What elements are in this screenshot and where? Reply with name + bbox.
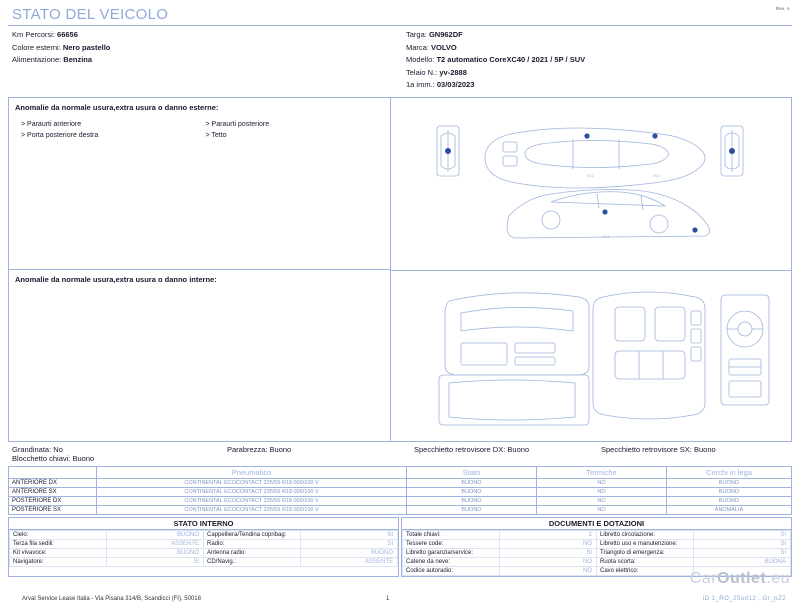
table-row: [10, 539, 398, 548]
info-row: [406, 79, 792, 92]
internal-anomalies-title: Anomalie da normale usura,extra usura o danno interne:: [15, 275, 217, 284]
field-label: Navigatore:: [10, 557, 107, 566]
list-item: > Paraurti anteriore: [21, 120, 82, 128]
info-row: [12, 42, 400, 55]
right-side-view: [721, 126, 743, 176]
table-row: [9, 487, 792, 496]
info-row: [406, 42, 792, 55]
watermark-part2: Outlet: [717, 570, 767, 587]
field-value: NO: [500, 557, 597, 566]
condition-specchietto-sx: [601, 445, 788, 454]
field-label: Libretto uso e manutenzione:: [597, 539, 694, 548]
tyre-position: POSTERIORE DX: [9, 496, 97, 505]
field-label: Totale chiavi:: [403, 530, 500, 539]
tyre-spec: CONTINENTAL ECOCONTACT 235/55 R18 000/100 V: [97, 496, 407, 505]
condition-parabrezza: [227, 445, 414, 454]
field-value: 2: [500, 530, 597, 539]
page-title: STATO DEL VEICOLO: [12, 6, 169, 23]
condition-blocchetto: [8, 454, 792, 466]
condition-specchietto-dx: [414, 445, 601, 454]
bottom-tables: [8, 517, 792, 577]
field-label: CD/Navig.:: [204, 557, 301, 566]
info-value: GN962DF: [428, 30, 463, 39]
trunk-view: [439, 375, 589, 425]
list-item: > Porta posteriore destra: [21, 131, 99, 139]
field-value: SI: [301, 539, 398, 548]
tyre-spec: CONTINENTAL ECOCONTACT 235/55 R18 000/100 V: [97, 478, 407, 487]
list-item: > Tetto: [205, 131, 227, 139]
info-row: [406, 29, 792, 42]
documents-table-title: DOCUMENTI E DOTAZIONI: [402, 518, 791, 530]
tyre-rim: ANOMALIA: [667, 505, 792, 514]
footer-doc-id: ID 1_RO_25ud12 , Gr_pZ2: [702, 596, 786, 602]
field-label: Radio:: [204, 539, 301, 548]
svg-text:002: 002: [587, 172, 594, 178]
anomalies-column: [9, 98, 391, 441]
field-label: Cappelliera/Tendina copribag:: [204, 530, 301, 539]
watermark-part3: .eu: [766, 570, 790, 587]
external-anomalies-title: Anomalie da normale usura,extra usura o danno esterne:: [15, 102, 219, 112]
tyre-position: ANTERIORE DX: [9, 478, 97, 487]
info-row: [406, 54, 792, 67]
info-value: Nero pastello: [62, 42, 111, 52]
condition-label: Specchietto retrovisore DX:: [414, 444, 506, 454]
table-row: [9, 496, 792, 505]
footer-company: Arval Service Lease Italia - Via Pisana 314/B, Scandicci (FI), 50018: [22, 596, 201, 602]
field-label: Tessere code:: [403, 539, 500, 548]
tyre-winter: NO: [537, 496, 667, 505]
side-profile-view: [507, 189, 710, 239]
tyres-header-blank: [9, 466, 97, 478]
field-label: Antenna radio:: [204, 548, 301, 557]
tyre-spec: CONTINENTAL ECOCONTACT 235/55 R18 000/100 V: [97, 487, 407, 496]
field-label: Cielo:: [10, 530, 107, 539]
field-value: ASSENTE: [301, 557, 398, 566]
left-side-view: [437, 126, 459, 176]
tyre-state: BUONO: [407, 505, 537, 514]
field-label: Catene da neve:: [403, 557, 500, 566]
condition-grandinata: [12, 445, 227, 454]
field-value: SI: [694, 548, 791, 557]
list-item: > Paraurti posteriore: [205, 120, 270, 128]
revision-label: Rev. A: [775, 6, 790, 11]
watermark-part1: Car: [689, 570, 718, 587]
tyre-winter: NO: [537, 505, 667, 514]
info-row: [406, 67, 792, 80]
seats-top-view: [593, 292, 705, 419]
field-value: SI: [694, 539, 791, 548]
tyre-rim: BUONO: [667, 487, 792, 496]
tyres-table: [8, 466, 792, 515]
tyre-position: POSTERIORE SX: [9, 505, 97, 514]
condition-value: Buono: [269, 444, 292, 454]
tyre-winter: NO: [537, 478, 667, 487]
field-label: Ruota scorta:: [597, 557, 694, 566]
info-label: Alimentazione:: [12, 55, 62, 64]
top-view: [485, 128, 705, 188]
info-value: 66656: [57, 30, 78, 39]
condition-value: Buono: [693, 444, 716, 454]
tyre-position: ANTERIORE SX: [9, 487, 97, 496]
svg-text:001: 001: [603, 233, 610, 239]
info-value: Benzina: [63, 55, 93, 64]
info-label: Telaio N.:: [406, 67, 438, 77]
condition-label: Grandinata:: [12, 444, 52, 454]
external-anomalies-col2: [200, 119, 385, 141]
info-label: Targa:: [406, 30, 427, 39]
table-row: [403, 530, 791, 539]
table-row: [403, 548, 791, 557]
field-label: Cavo elettrico:: [597, 566, 694, 575]
external-anomalies-list: [15, 119, 384, 141]
field-value: BUONA: [694, 557, 791, 566]
info-label: Modello:: [406, 55, 435, 64]
field-value: SI: [500, 548, 597, 557]
tyres-header-termiche: Termiche: [537, 466, 667, 478]
dashboard-view: [445, 292, 589, 374]
field-value: BUONO: [107, 530, 204, 539]
table-row: [10, 548, 398, 557]
interior-diagram: [391, 271, 791, 441]
condition-label: Blocchetto chiavi:: [12, 453, 71, 463]
field-label: Terza fila sedili:: [10, 539, 107, 548]
vehicle-info: [8, 29, 792, 92]
info-row: [12, 29, 400, 42]
interior-table-title: STATO INTERNO: [9, 518, 398, 530]
exterior-diagram: [391, 98, 791, 270]
field-label: Codice autoradio:: [403, 566, 500, 575]
info-label: 1a imm.:: [406, 80, 435, 89]
tyre-state: BUONO: [407, 487, 537, 496]
table-row: [403, 557, 791, 566]
tyre-spec: CONTINENTAL ECOCONTACT 235/55 R18 000/100 V: [97, 505, 407, 514]
internal-anomalies: [9, 269, 390, 441]
tyres-header-cerchi: Cerchi in lega: [667, 466, 792, 478]
field-value: NO: [500, 566, 597, 575]
field-label: Triangolo di emergenza:: [597, 548, 694, 557]
tyres-header-row: [9, 466, 792, 478]
condition-label: Specchietto retrovisore SX:: [601, 444, 692, 454]
tyre-state: BUONO: [407, 478, 537, 487]
title-divider: [8, 25, 792, 26]
diagram-divider: [391, 270, 791, 271]
table-row: [10, 557, 398, 566]
table-row: [9, 478, 792, 487]
tyres-header-stato: Stato: [407, 466, 537, 478]
vehicle-info-left: [8, 29, 400, 92]
info-label: Colore esterni:: [12, 42, 61, 52]
info-label: Km Percorsi:: [12, 30, 55, 39]
field-value: NO: [500, 539, 597, 548]
field-label: Libretto garanzia/service:: [403, 548, 500, 557]
steering-wheel-view: [721, 295, 769, 405]
tyre-winter: NO: [537, 487, 667, 496]
table-row: [9, 505, 792, 514]
condition-value: Buono: [507, 444, 530, 454]
tyre-rim: BUONO: [667, 478, 792, 487]
info-value: T2 automatico CoreXC40 / 2021 / 5P / SUV: [436, 55, 586, 64]
footer-page-number: 1: [386, 596, 390, 602]
field-value: SI: [694, 530, 791, 539]
condition-label: Parabrezza:: [227, 444, 268, 454]
tyre-state: BUONO: [407, 496, 537, 505]
conditions-row: [8, 442, 792, 454]
svg-text:003: 003: [653, 172, 660, 178]
condition-value: Buono: [72, 453, 95, 463]
tyres-header-pneumatico: Pneumatico: [97, 466, 407, 478]
field-label: Libretto circolazione:: [597, 530, 694, 539]
info-label: Marca:: [406, 42, 429, 52]
field-value: BUONO: [301, 548, 398, 557]
info-value: 03/03/2023: [436, 80, 475, 89]
field-value: SI: [301, 530, 398, 539]
external-anomalies-col1: [15, 119, 200, 141]
table-row: [403, 539, 791, 548]
field-label: Kit vivavoce:: [10, 548, 107, 557]
vehicle-diagrams: [391, 98, 791, 441]
field-value: ASSENTE: [107, 539, 204, 548]
watermark: [690, 570, 790, 588]
documents-table: [401, 517, 792, 577]
table-row: [10, 530, 398, 539]
tyre-rim: BUONO: [667, 496, 792, 505]
field-value: SI: [107, 557, 204, 566]
field-value: BUONO: [107, 548, 204, 557]
info-row: [12, 54, 400, 67]
info-value: VOLVO: [431, 42, 457, 52]
external-anomalies: [9, 98, 390, 270]
info-value: yv-2888: [439, 67, 467, 77]
vehicle-info-right: [400, 29, 792, 92]
condition-value: No: [53, 444, 63, 454]
inspection-panels: [8, 97, 792, 442]
interior-table: [8, 517, 399, 577]
